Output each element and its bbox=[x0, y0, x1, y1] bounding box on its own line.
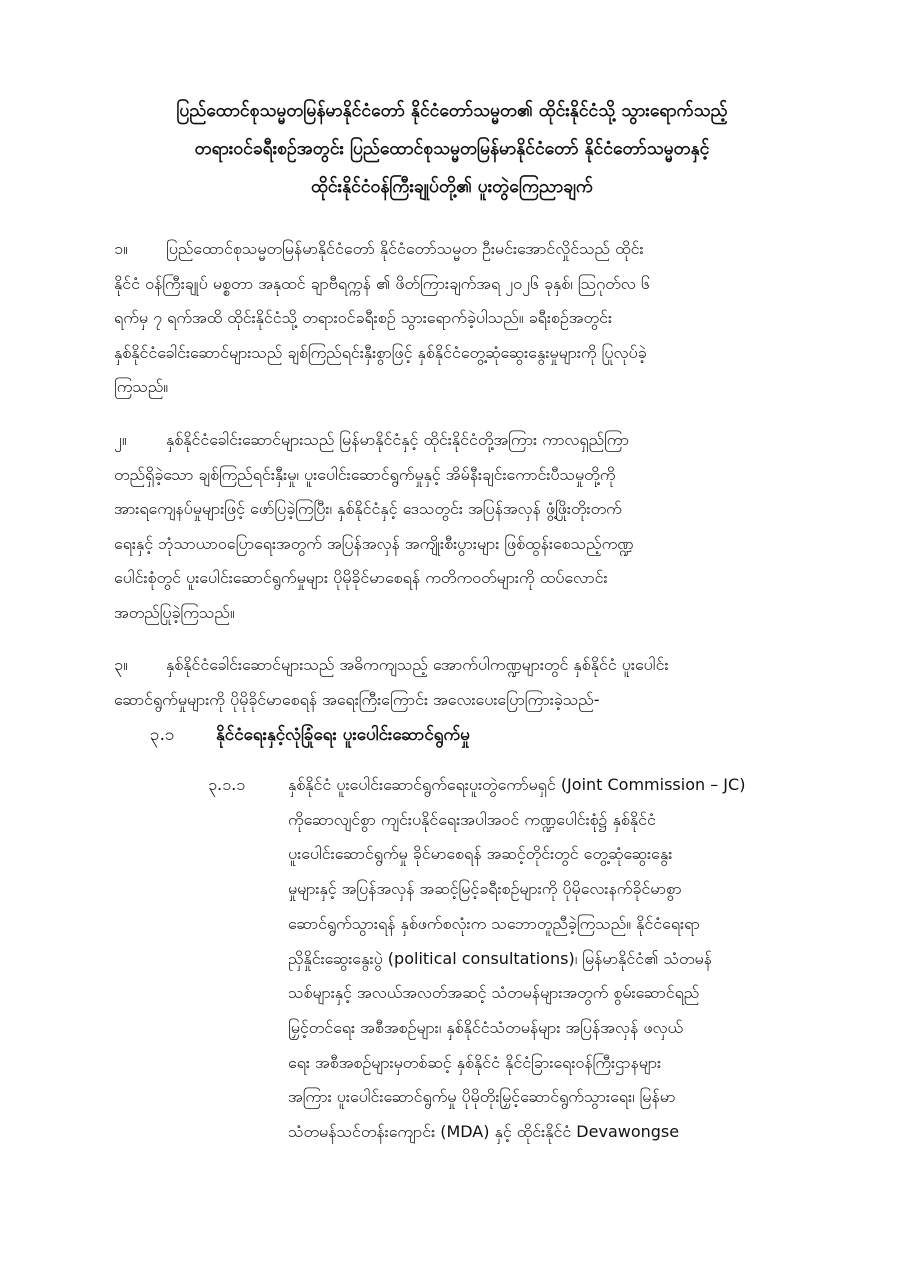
paragraph-line bbox=[114, 232, 829, 267]
paragraph-1 bbox=[114, 232, 829, 405]
subsection-line: မှုများနှင့် အပြန်အလှန် အဆင့်မြင့်ခရီးစဉ်များကို ပိုမိုလေးနက်ခိုင်မာစွာ bbox=[288, 879, 682, 899]
document-title bbox=[92, 92, 812, 206]
paragraph-text: ပြည်ထောင်စုသမ္မတမြန်မာနိုင်ငံတော် နိုင်ငံတော်သမ္မတ ဦးမင်းအောင်လှိုင်သည် ထိုင်း bbox=[166, 239, 644, 258]
subsection-number: ၃.၁.၁ bbox=[208, 775, 246, 794]
subsection-line: ပူးပေါင်းဆောင်ရွက်မှု ခိုင်မာစေရန် အဆင့်တိုင်းတွင် တွေ့ဆုံဆွေးနွေး bbox=[288, 844, 673, 864]
subsection-line: နှစ်နိုင်ငံ ပူးပေါင်းဆောင်ရွက်ရေးပူးတွဲကော်မရှင် (Joint Commission – JC) bbox=[288, 775, 746, 794]
paragraph-text: နှစ်နိုင်ငံခေါင်းဆောင်များသည် မြန်မာနိုင်ငံနှင့် ထိုင်းနိုင်ငံတို့အကြား ကာလရှည်ကြာ bbox=[166, 430, 630, 449]
paragraph-line: ပေါင်းစုံတွင် ပူးပေါင်းဆောင်ရွက်မှုများ ပိုမိုခိုင်မာစေရန် ကတိကဝတ်များကို ထပ်လောင်း bbox=[114, 568, 608, 587]
subsection-line: သံတမန်သင်တန်းကျောင်း (MDA) နှင့် ထိုင်းနိုင်ငံ Devawongse bbox=[288, 1122, 680, 1142]
paragraph-2 bbox=[114, 423, 829, 630]
subsection-line: အကြား ပူးပေါင်းဆောင်ရွက်မှု ပိုမိုတိုးမြှင့်ဆောင်ရွက်သွားရေး၊ မြန်မာ bbox=[288, 1087, 676, 1107]
paragraph-3 bbox=[114, 648, 829, 717]
paragraph-text: နှစ်နိုင်ငံခေါင်းဆောင်များသည် အဓိကကျသည့် အောက်ပါကဏ္ဍများတွင် နှစ်နိုင်ငံ ပူးပေါင်း bbox=[166, 655, 669, 674]
paragraph-line bbox=[114, 648, 829, 683]
paragraph-line: နိုင်ငံ ဝန်ကြီးချုပ် မစ္စတာ အနုထင် ချာဗီရက္ကန် ၏ ဖိတ်ကြားချက်အရ ၂၀၂၆ ခုနှစ်၊ ဩဂုတ်လ ၆ bbox=[114, 273, 650, 293]
title-line-1: ပြည်ထောင်စုသမ္မတမြန်မာနိုင်ငံတော် နိုင်ငံတော်သမ္မတ၏ ထိုင်းနိုင်ငံသို့ သွားရောက်သည့် bbox=[176, 101, 728, 121]
title-line-2: တရားဝင်ခရီးစဉ်အတွင်း ပြည်ထောင်စုသမ္မတမြန်မာနိုင်ငံတော် နိုင်ငံတော်သမ္မတနှင့် bbox=[194, 139, 710, 159]
subsection-line: ညှိနှိုင်းဆွေးနွေးပွဲ (political consultations)၊ မြန်မာနိုင်ငံ၏ သံတမန် bbox=[288, 948, 712, 968]
paragraph-line: ရေးနှင့် ဘုံသာယာဝပြောရေးအတွက် အပြန်အလှန် အကျိုးစီးပွားများ ဖြစ်ထွန်းစေသည့်ကဏ္ဍ bbox=[114, 533, 634, 553]
subsection-line: မြှင့်တင်ရေး အစီအစဉ်များ၊ နှစ်နိုင်ငံသံတမန်များ အပြန်အလှန် ဖလှယ် bbox=[288, 1017, 684, 1037]
section-heading-3-1 bbox=[150, 724, 470, 749]
subsection-line: ရေး အစီအစဉ်များမှတစ်ဆင့် နှစ်နိုင်ငံ နိုင်ငံခြားရေးဝန်ကြီးဌာနများ bbox=[288, 1052, 662, 1072]
subsection-line: ကိုဆောလျင်စွာ ကျင်းပနိုင်ရေးအပါအဝင် ကဏ္ဍပေါင်းစုံ၌ နှစ်နိုင်ငံ bbox=[288, 809, 656, 829]
paragraph-line: ကြသည်။ bbox=[114, 377, 169, 396]
paragraph-number: ၁။ bbox=[114, 239, 128, 258]
paragraph-line: အတည်ပြုခဲ့ကြသည်။ bbox=[114, 602, 235, 622]
paragraph-line: နှစ်နိုင်ငံခေါင်းဆောင်များသည် ချစ်ကြည်ရင်းနှီးစွာဖြင့် နှစ်နိုင်ငံတွေ့ဆုံဆွေးနွေးမှုများကို ပြုလုပ်ခဲ့ bbox=[114, 342, 647, 362]
paragraph-line: ရက်မှ ၇ ရက်အထိ ထိုင်းနိုင်ငံသို့ တရားဝင်ခရီးစဉ် သွားရောက်ခဲ့ပါသည်။ ခရီးစဉ်အတွင်း bbox=[114, 308, 612, 327]
paragraph-line: ဆောင်ရွက်မှုများကို ပိုမိုခိုင်မာစေရန် အရေးကြီးကြောင်း အလေးပေးပြောကြားခဲ့သည်- bbox=[114, 689, 600, 709]
paragraph-number: ၂။ bbox=[114, 430, 127, 449]
paragraph-number: ၃။ bbox=[114, 655, 128, 674]
paragraph-line: တည်ရှိခဲ့သော ချစ်ကြည်ရင်းနှီးမှု၊ ပူးပေါင်းဆောင်ရွက်မှုနှင့် အိမ်နီးချင်းကောင်းပီသမှုတို့ကို bbox=[114, 464, 616, 484]
section-heading-text: နိုင်ငံရေးနှင့်လုံခြုံရေး ပူးပေါင်းဆောင်ရွက်မှု bbox=[216, 725, 470, 745]
subsection-line: ဆောင်ရွက်သွားရန် နှစ်ဖက်စလုံးက သဘောတူညီခဲ့ကြသည်။ နိုင်ငံရေးရာ bbox=[288, 913, 700, 933]
section-number: ၃.၁ bbox=[150, 725, 175, 745]
subsection-line: သစ်များနှင့် အလယ်အလတ်အဆင့် သံတမန်များအတွက် စွမ်းဆောင်ရည် bbox=[288, 983, 700, 1003]
subsection-body bbox=[288, 768, 828, 1150]
subsection-3-1-1 bbox=[208, 768, 828, 1150]
title-line-3: ထိုင်းနိုင်ငံဝန်ကြီးချုပ်တို့၏ ပူးတွဲကြေညာချက် bbox=[311, 177, 593, 197]
paragraph-line bbox=[114, 423, 829, 458]
paragraph-line: အားရကျေနပ်မှုများဖြင့် ဖော်ပြခဲ့ကြပြီး၊ နှစ်နိုင်ငံနှင့် ဒေသတွင်း အပြန်အလှန် ဖွံ့ဖြိုးတိုးတက် bbox=[114, 499, 622, 518]
